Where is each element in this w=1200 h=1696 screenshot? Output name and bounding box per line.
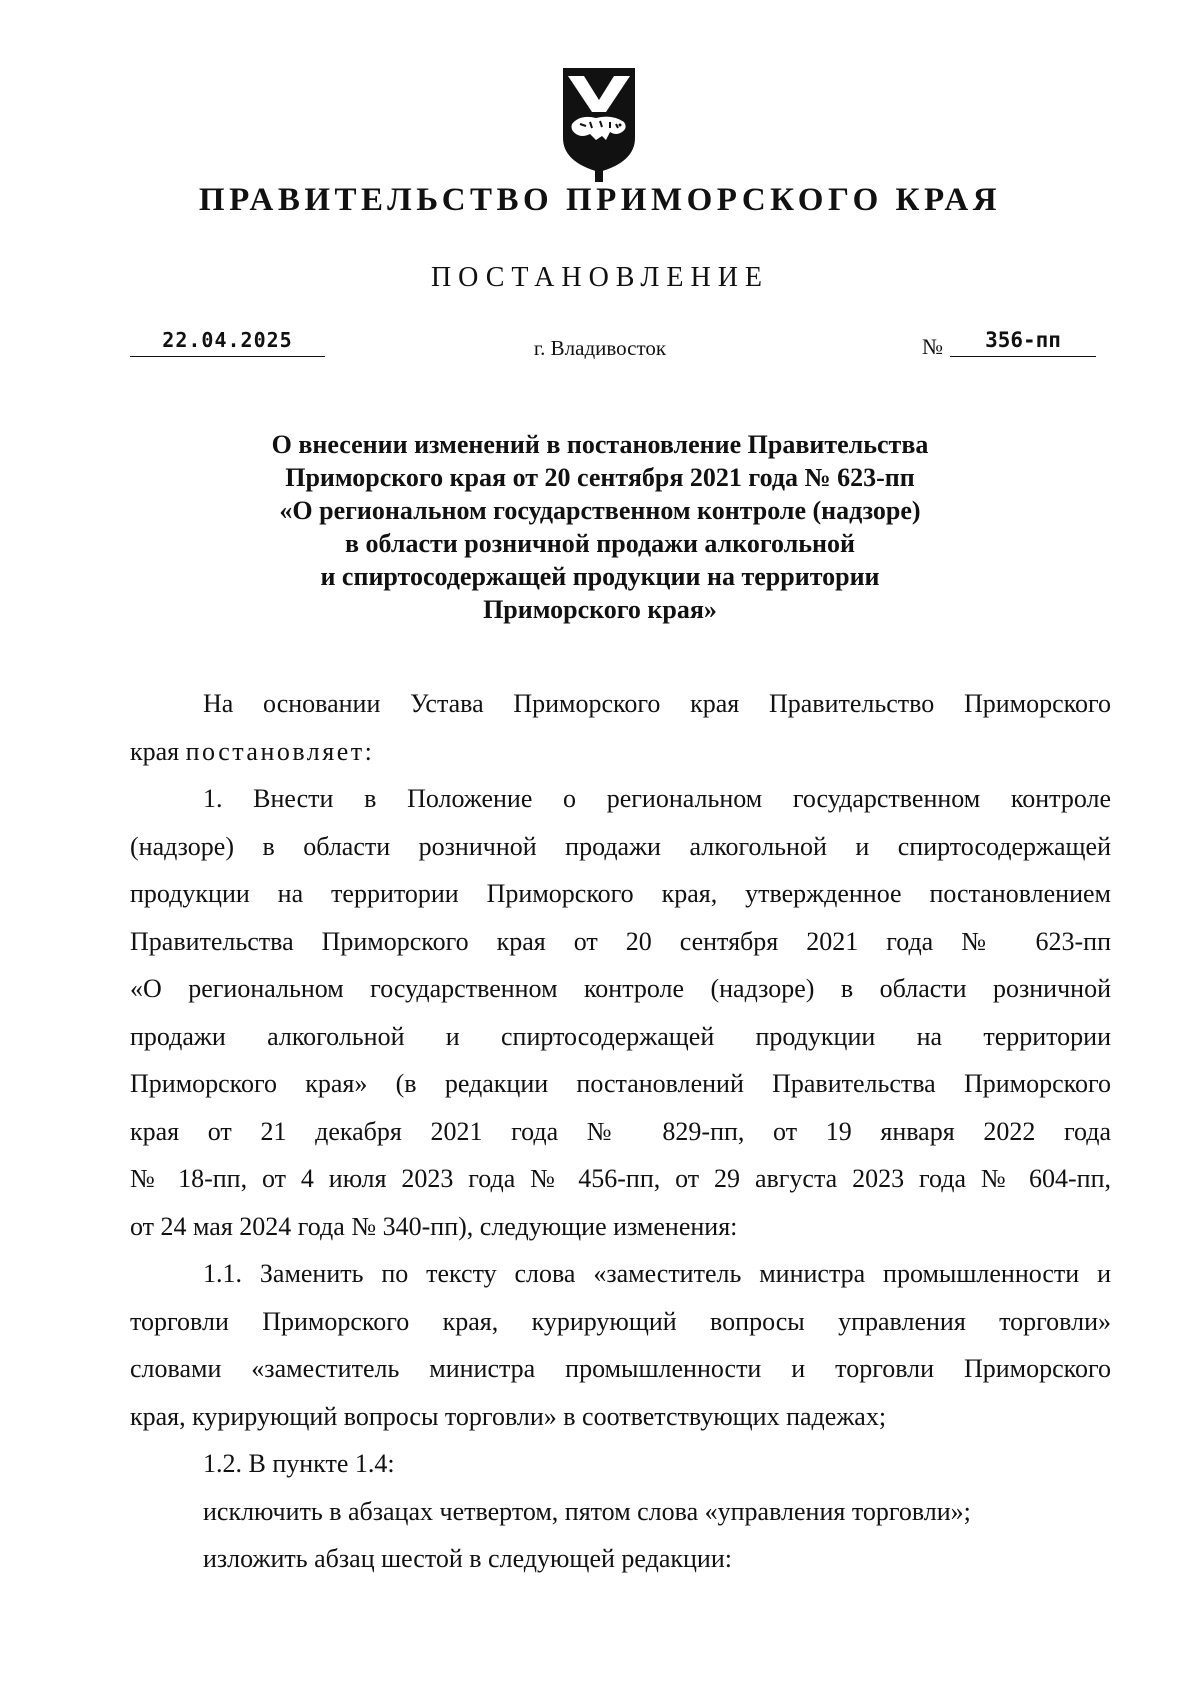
document-city: г. Владивосток	[533, 336, 667, 360]
body-line: Приморского края» (в редакции постановлений Правительства Приморского	[130, 1069, 1111, 1098]
body-line: На основании Устава Приморского края Правительство Приморского	[203, 689, 1111, 718]
body-line: 1. Внести в Положение о региональном государственном контроле	[203, 784, 1111, 813]
body-line: продажи алкогольной и спиртосодержащей продукции на территории	[130, 1021, 1111, 1051]
heading-line: «О региональном государственном контроле (надзоре)	[279, 496, 921, 525]
document-heading	[150, 428, 1050, 626]
heading-line: О внесении изменений в постановление Правительства	[271, 430, 929, 459]
body-text-fragment: края	[130, 736, 186, 766]
body-line: № 18-пп, от 4 июля 2023 года № 456-пп, от 29 августа 2023 года № 604-пп,	[130, 1164, 1111, 1193]
body-line: продукции на территории Приморского края, утвержденное постановлением	[130, 879, 1111, 908]
coat-of-arms-emblem	[560, 66, 638, 184]
body-line: исключить в абзацах четвертом, пятом слова «управления торговли»;	[203, 1496, 971, 1526]
body-line: изложить абзац шестой в следующей редакции:	[203, 1544, 732, 1573]
number-sign: №	[922, 334, 943, 359]
document-meta-row	[0, 324, 1200, 374]
body-line: Правительства Приморского края от 20 сентября 2021 года № 623-пп	[130, 926, 1111, 956]
body-line	[130, 728, 1111, 776]
body-line: 1.2. В пункте 1.4:	[203, 1449, 395, 1478]
heading-line: в области розничной продажи алкогольной	[344, 529, 855, 558]
document-body	[130, 680, 1111, 1583]
body-line: торговли Приморского края, курирующий вопросы управления торговли»	[130, 1306, 1111, 1336]
body-line: от 24 мая 2024 года № 340-пп), следующие изменения:	[130, 1211, 738, 1241]
body-line: края от 21 декабря 2021 года № 829-пп, от 19 января 2022 года	[130, 1116, 1111, 1146]
document-date: 22.04.2025	[130, 328, 325, 357]
body-line: края, курирующий вопросы торговли» в соответствующих падежах;	[130, 1401, 887, 1431]
resolves-word: постановляет:	[185, 736, 375, 766]
body-line: «О региональном государственном контроле (надзоре) в области розничной	[130, 974, 1111, 1003]
heading-line: и спиртосодержащей продукции на территории	[320, 562, 880, 591]
body-line: 1.1. Заменить по тексту слова «заместитель министра промышленности и	[203, 1259, 1111, 1288]
heading-line: Приморского края от 20 сентября 2021 года № 623-пп	[285, 463, 915, 492]
government-title: ПРАВИТЕЛЬСТВО ПРИМОРСКОГО КРАЯ	[198, 182, 1002, 218]
document-number: 356-пп	[950, 328, 1096, 357]
body-line: (надзоре) в области розничной продажи алкогольной и спиртосодержащей	[130, 831, 1111, 861]
body-line: словами «заместитель министра промышленности и торговли Приморского	[130, 1354, 1111, 1383]
document-type: ПОСТАНОВЛЕНИЕ	[430, 262, 770, 293]
heading-line: Приморского края»	[483, 595, 717, 624]
